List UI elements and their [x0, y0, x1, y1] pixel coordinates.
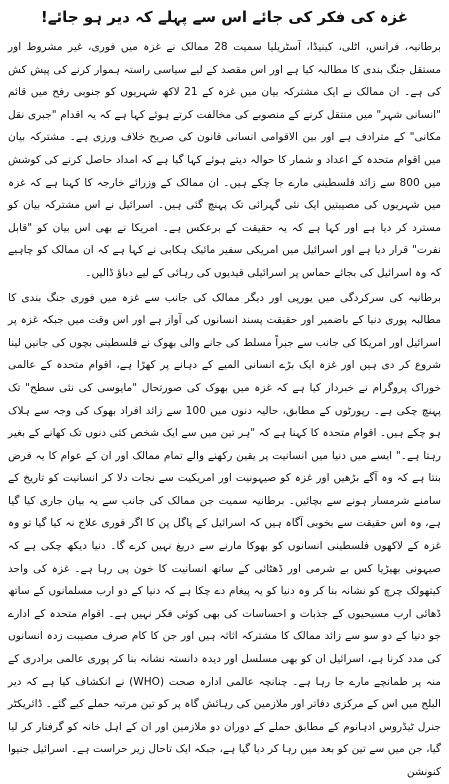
article-headline: غزہ کی فکر کی جائے اس سے پہلے کہ دیر ہو جائے! [40, 8, 409, 26]
article-paragraph-2: برطانیہ کی سرکردگی میں یورپی اور دیگر ممالک کی جانب سے غزہ میں فوری جنگ بندی کا مطالبہ پوری دنیا کے باضمیر اور حقیقت پسند انسانوں کی آواز ہے اور اس وقت میں جبکہ غزہ پر اسرائیل اور امریکا کی جانب سے جبراً مسلط کی جانے والی بھوک نے فلسطینی بچوں کی جانیں لینا شروع کر دی ہیں اور غزہ ایک بڑے انسانی المیے کے دہانے پر کھڑا ہے، اقوام متحدہ کے عالمی خوراک پروگرام نے خبردار کیا ہے کہ غزہ میں بھوک کی صورتحال "مایوسی کی نئی سطح" تک پہنچ چکی ہے۔ رپورٹوں کے مطابق، حالیہ دنوں میں 100 سے زائد افراد بھوک کی وجہ سے ہلاک ہو چکے ہیں۔ اقوام متحدہ کا کہنا ہے کہ "ہر تین میں سے ایک شخص کئی دنوں تک کھانے کے بغیر رہتا ہے۔" ایسے میں دنیا میں انسانیت پر یقین رکھنے والے تمام ممالک اور ان کے عوام کا یہ فرض بنتا ہے کہ وہ آگے بڑھیں اور غزہ کو صیہونیت اور امریکیت سے نجات دلا کر انسانیت کو تاریخ کے سامنے شرمسار ہونے سے بچائیں۔ برطانیہ سمیت جن ممالک کی جانب سے یہ بیان جاری کیا گیا ہے، وہ اس حقیقت سے بخوبی آگاہ ہیں کہ اسرائیل کے پاگل پن کا اگر فوری علاج نہ کیا گیا تو وہ غزہ کے لاکھوں فلسطینی انسانوں کو بھوکا مارنے سے دریغ نہیں کرے گا۔ دنیا دیکھ چکی ہے کہ صیہونی بھیڑیا کس بے شرمی اور ڈھٹائی کے ساتھ انسانیت کا خون پی رہا ہے۔ غزہ کی واحد کیتھولک چرچ کو نشانہ بنا کر وہ دنیا کو یہ پیغام دے چکا ہے کہ دنیا کے دو ارب مسلمانوں کے ساتھ ڈھائی ارب مسیحیوں کے جذبات و احساسات کی بھی کوئی فکر نہیں ہے۔ اقوام متحدہ کے ادارے جو دنیا کے دو سو سے زائد ممالک کا مشترکہ اثاثہ ہیں اور جن کا کام صرف مصیبت زدہ انسانوں کی مدد کرنا ہے، اسرائیل ان کو بھی مسلسل اور دیدہ دانستہ نشانہ بنا کر پوری عالمی برادری کے منہ پر طمانچے مارے جا رہا ہے۔ چنانچہ عالمی ادارہ صحت (WHO) نے انکشاف کیا ہے کہ دیر البلح میں اس کے مرکزی دفاتر اور ملازمین کی رہائش گاہ پر کو تین مرتبہ حملے کیے گئے۔ ڈائریکٹر جنرل ٹیڈروس ادہانوم کے مطابق حملے کے دوران دو ملازمین اور ان کے اہل خانہ کو گرفتار کر لیا گیا، جن میں سے تین کو بعد میں رہا کر دیا گیا ہے، جبکہ ایک تاحال زیر حراست ہے۔ اسرائیل جنیوا کنونشن [8, 291, 441, 778]
article-paragraph-1: برطانیہ، فرانس، اٹلی، کینیڈا، آسٹریلیا سمیت 28 ممالک نے غزہ میں فوری، غیر مشروط اور مستقل جنگ بندی کا مطالبہ کیا ہے اور اس مقصد کے لیے سیاسی راستہ ہموار کرنے کی پیش کش کی ہے۔ ان ممالک نے ایک مشترکہ بیان میں غزہ کے 21 لاکھ شہریوں کو جنوبی رفح میں قائم "انسانی شہر" میں منتقل کرنے کے منصوبے کی مخالفت کرتے ہوئے کہا ہے کہ یہ اقدام "جبری نقل مکانی" کے مترادف ہے اور بین الاقوامی انسانی قانون کی صریح خلاف ورزی ہے۔ مشترکہ بیان میں اقوام متحدہ کے اعداد و شمار کا حوالہ دیتے ہوئے کہا گیا ہے کہ امداد حاصل کرنے کی کوشش میں 800 سے زائد فلسطینی مارے جا چکے ہیں۔ ان ممالک کے وزرائے خارجہ کا کہنا ہے کہ غزہ میں شہریوں کی مصیبتیں ایک نئی گہرائی تک پہنچ گئی ہیں۔ اسرائیل نے اس مشترکہ بیان کو مسترد کر دیا ہے اور کہا ہے کہ یہ حقیقت کے برعکس ہے۔ امریکا نے بھی اس بیان کو "قابل نفرت" قرار دیا ہے اور اسرائیل میں امریکی سفیر مائیک ہکابی نے کہا ہے کہ ان ممالک کو چاہیے کہ وہ اسرائیل کی بجائے حماس پر اسرائیلی قیدیوں کی رہائی کے لیے دباؤ ڈالیں۔ [8, 41, 441, 279]
